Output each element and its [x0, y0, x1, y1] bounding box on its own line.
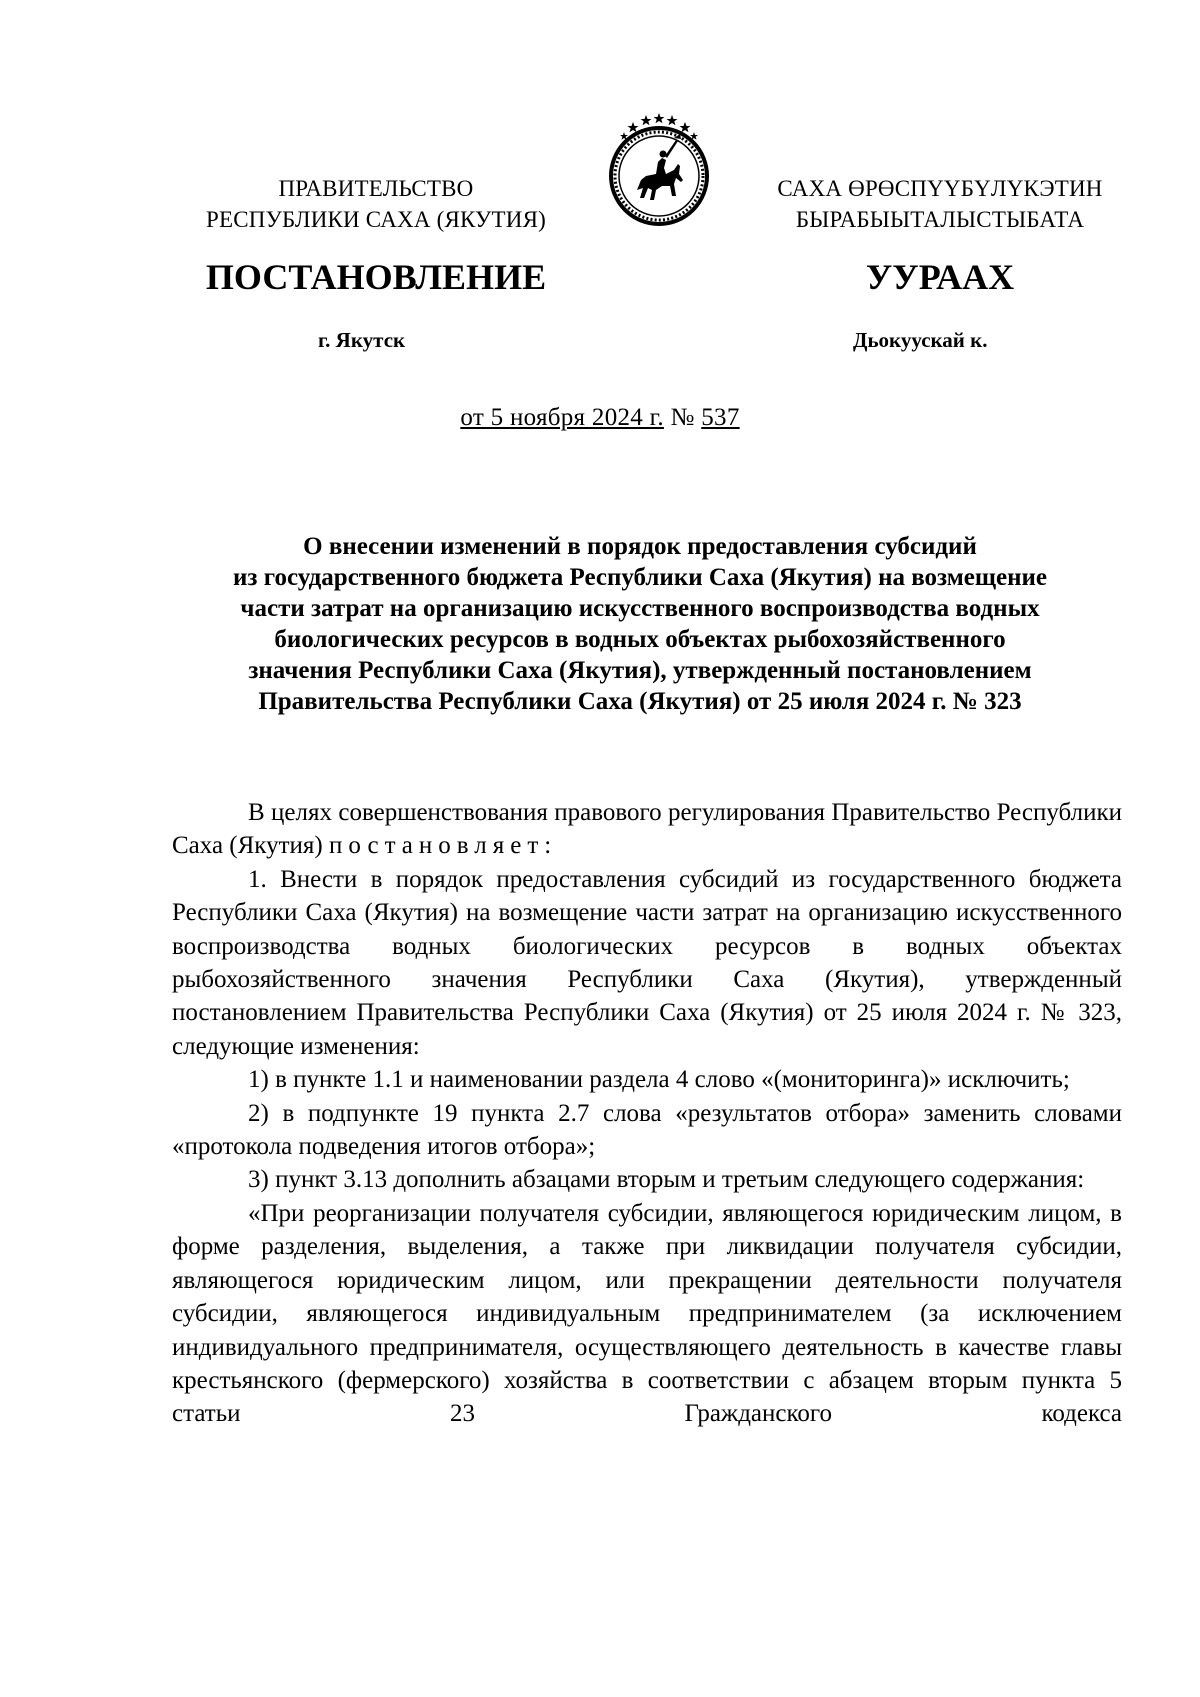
- title-line: биологических ресурсов в водных объектах рыбохозяйственного: [274, 626, 1006, 653]
- document-body: [172, 796, 1122, 1431]
- title-line: О внесении изменений в порядок предоставления субсидий: [303, 533, 977, 560]
- document-date-number: [0, 402, 1200, 434]
- doc-type-ru: ПОСТАНОВЛЕНИЕ: [205, 257, 547, 297]
- government-name-sakha-line1: САХА ӨРӨСПҮҮБҮЛҮКЭТИН: [777, 176, 1103, 201]
- government-name-sakha-line2: БЫРАБЫЫТАЛЫСТЫБАТА: [795, 207, 1085, 232]
- intro-text: В целях совершенствования правового регулирования Правительство Республики Саха (Якутия): [172, 799, 1122, 860]
- government-name-ru-line1: ПРАВИТЕЛЬСТВО: [278, 176, 474, 201]
- title-line: Правительства Республики Саха (Якутия) от 25 июля 2024 г. № 323: [258, 688, 1022, 715]
- government-name-sakha: [740, 173, 1140, 235]
- paragraph-1: 1. Внести в порядок предоставления субсидий из государственного бюджета Республики Саха (Якутия) на возмещение части затрат на организацию искусственного воспроизводства водных биологических ресурсов в водных объектах рыбохозяйственного значения Республики Саха (Якутия), утвержденный постановлением Правительства Республики Саха (Якутия) от 25 июля 2024 г. № 323, следующие изменения:: [172, 865, 1122, 1060]
- list-item-1: 1) в пункте 1.1 и наименовании раздела 4 слово «(мониторинга)» исключить;: [248, 1066, 1070, 1094]
- government-name-ru-line2: РЕСПУБЛИКИ САХА (ЯКУТИЯ): [205, 207, 547, 232]
- title-line: значения Республики Саха (Якутия), утвержденный постановлением: [248, 657, 1032, 684]
- document-date: от 5 ноября 2024 г.: [460, 404, 664, 431]
- list-item-2: 2) в подпункте 19 пункта 2.7 слова «результатов отбора» заменить словами «протокола подведения итогов отбора»;: [172, 1099, 1122, 1161]
- doc-type-sakha: УУРААХ: [865, 257, 1015, 297]
- title-line: из государственного бюджета Республики Саха (Якутия) на возмещение: [233, 564, 1047, 591]
- city-ru: г. Якутск: [318, 328, 406, 352]
- intro-paragraph: [172, 796, 1122, 863]
- document-title: [160, 531, 1120, 717]
- document-number-prefix: №: [670, 404, 695, 431]
- title-line: части затрат на организацию искусственного воспроизводства водных: [240, 595, 1040, 622]
- government-name-ru: [176, 173, 576, 235]
- coat-of-arms-emblem: [604, 104, 714, 228]
- city-sakha: Дьокуускай к.: [853, 328, 988, 352]
- document-number: 537: [701, 404, 740, 431]
- list-item-3: 3) пункт 3.13 дополнить абзацами вторым и третьим следующего содержания:: [248, 1166, 1085, 1194]
- intro-spaced-word: постановляет:: [328, 832, 558, 860]
- quoted-paragraph: «При реорганизации получателя субсидии, являющегося юридическим лицом, в форме разделения, выделения, а также при ликвидации получателя субсидии, являющегося юридическим лицом, или прекращении деятельности получателя субсидии, являющегося индивидуальным предпринимателем (за исключением индивидуального предпринимателя, осуществляющего деятельность в качестве главы крестьянского (фермерского) хозяйства в соответствии с абзацем вторым пункта 5 статьи 23 Гражданского кодекса: [172, 1199, 1122, 1428]
